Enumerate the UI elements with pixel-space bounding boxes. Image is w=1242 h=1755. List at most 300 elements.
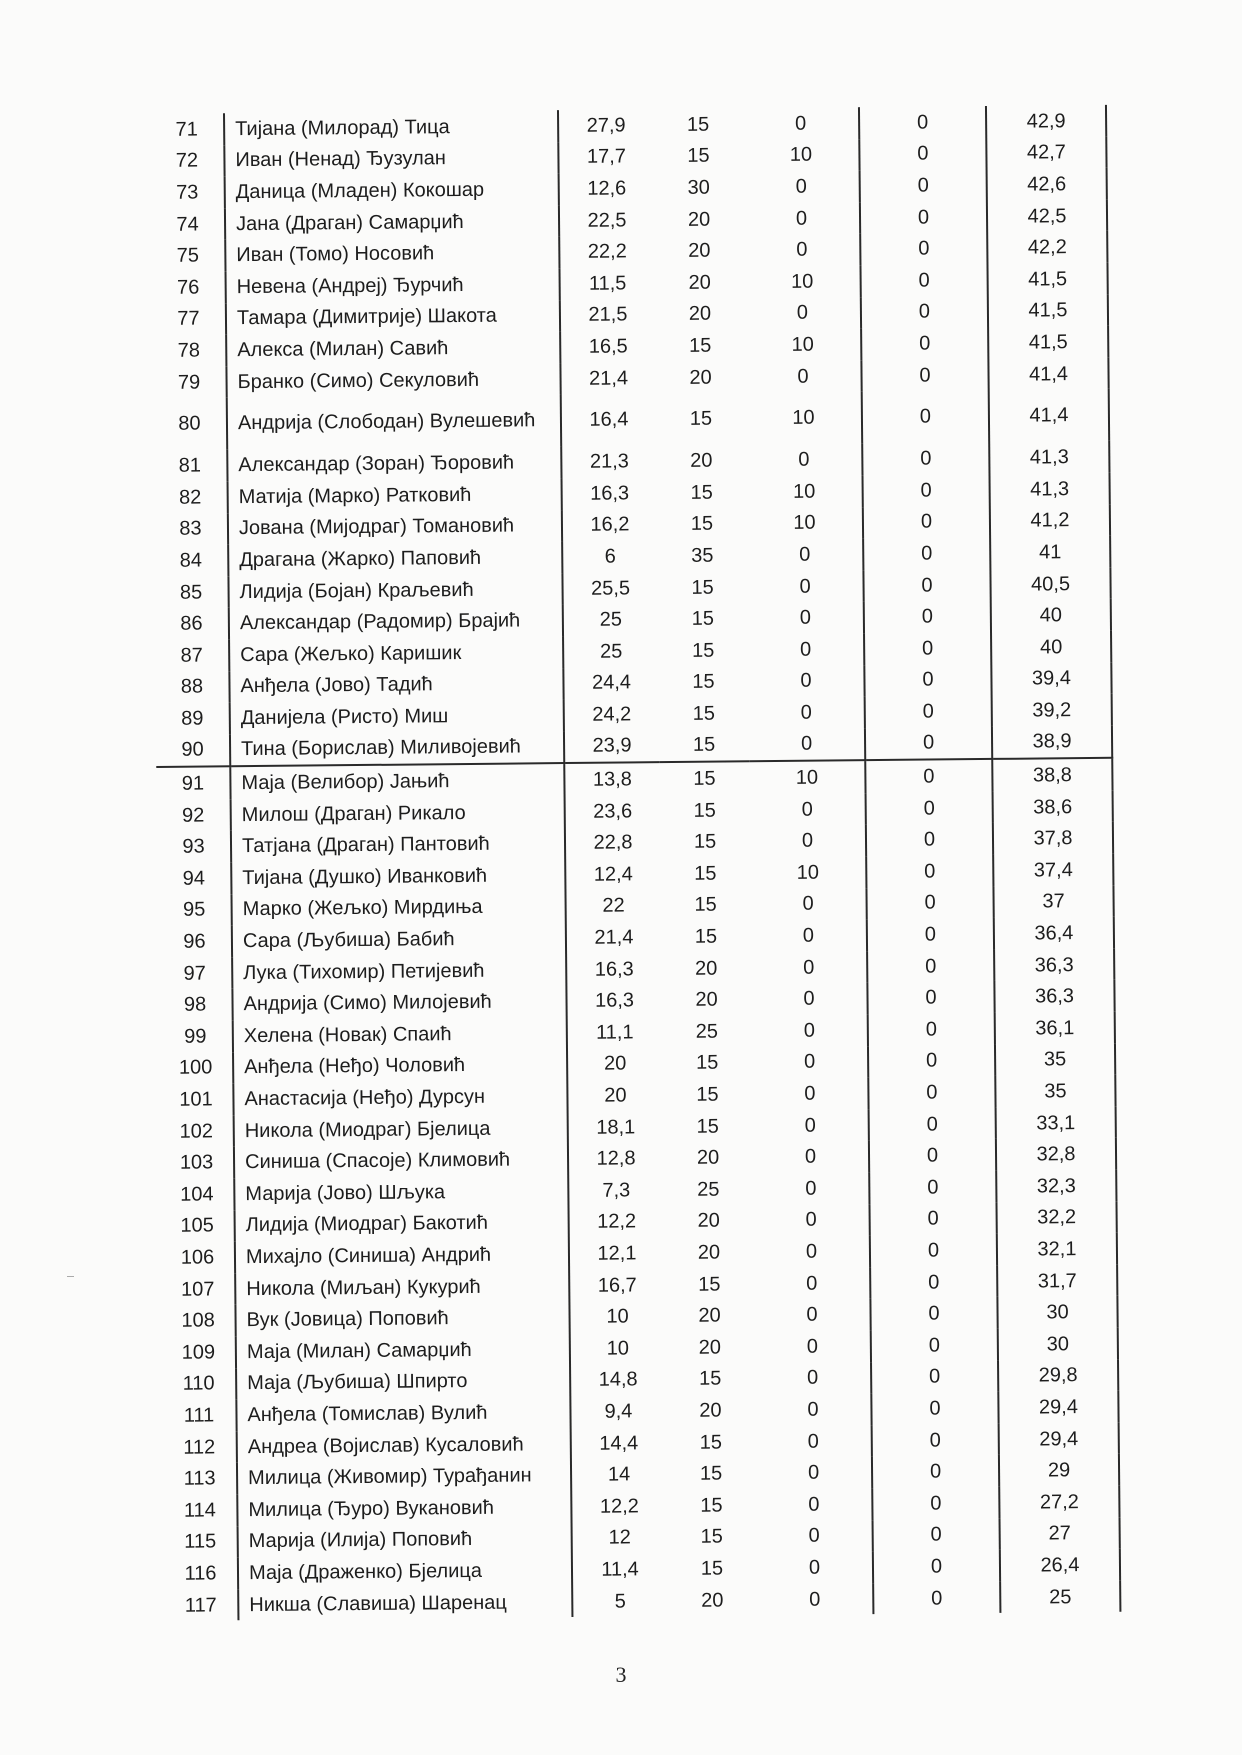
score-cell: 0 [859,106,986,139]
score-cell: 0 [862,474,989,507]
score-cell: 0 [751,951,867,984]
score-cell: 0 [872,1424,999,1457]
score-cell: 0 [750,793,866,826]
score-cell: 0 [757,1551,873,1584]
row-number: 104 [160,1178,234,1210]
candidate-name: Маја (Љубиша) Шпирто [236,1365,570,1400]
total-score: 37,8 [993,822,1113,855]
score-cell: 10 [746,392,862,445]
candidate-name: Александар (Зоран) Ђоровић [227,446,561,481]
score-cell: 0 [751,983,867,1016]
score-cell: 21,5 [560,299,655,332]
score-cell: 16,3 [566,953,661,986]
score-cell: 20 [687,208,711,231]
score-cell: 0 [872,1455,999,1488]
score-cell: 0 [873,1550,1000,1583]
score-cell: 22,8 [565,827,660,860]
candidate-name: Лидија (Миодраг) Бакотић [235,1207,569,1242]
score-cell: 0 [746,444,862,477]
total-score: 41,2 [990,504,1110,537]
row-number: 98 [158,989,232,1021]
candidate-name: Хелена (Новак) Спаић [233,1017,567,1052]
score-cell: 0 [862,442,989,475]
row-number: 110 [162,1368,236,1400]
row-number: 106 [161,1241,235,1273]
score-cell: 6 [562,540,657,573]
candidate-name: Никша (Славиша) Шаренац [238,1586,572,1621]
total-score: 32,1 [997,1233,1117,1266]
score-cell: 18,1 [568,1111,663,1144]
score-cell: 15 [690,481,713,504]
score-cell: 0 [863,505,990,538]
score-cell: 11,1 [567,1016,662,1049]
score-cell: 25,5 [562,572,657,605]
score-cell: 0 [757,1520,873,1553]
score-cell: 16,7 [569,1269,664,1302]
score-cell: 15 [694,862,717,885]
score-cell: 0 [870,1234,997,1267]
score-cell: 20 [695,988,718,1012]
row-number: 84 [154,544,228,576]
score-cell: 0 [757,1583,873,1616]
row-number: 94 [157,862,231,894]
score-cell: 0 [861,359,988,392]
scan-mark [67,1276,74,1277]
row-number: 102 [160,1115,234,1147]
total-score: 26,4 [1000,1549,1120,1582]
score-cell: 9,4 [570,1395,665,1428]
score-cell: 21,4 [560,362,655,395]
total-score: 32,2 [996,1201,1116,1234]
candidate-name: Иван (Томо) Носовић [225,236,559,271]
score-cell: 0 [871,1329,998,1362]
score-cell: 0 [753,1172,869,1205]
score-cell: 0 [860,232,987,265]
score-cell: 0 [745,297,861,330]
score-cell: 15 [659,729,749,762]
candidate-name: Данијела (Ристо) Миш [230,699,564,734]
score-cell: 20 [688,239,711,263]
score-cell: 20 [689,366,712,389]
total-score: 38,8 [992,758,1112,792]
total-score: 40 [991,599,1111,632]
score-cell: 20 [701,1589,724,1612]
score-cell: 0 [867,950,994,983]
candidate-name: Тина (Борислав) Миливојевић [230,731,564,767]
candidate-name: Вук (Јовица) Поповић [235,1301,569,1336]
total-score: 35 [995,1043,1115,1076]
score-cell: 0 [756,1488,872,1521]
total-score: 36,4 [994,917,1114,950]
score-cell: 0 [860,264,987,297]
total-score: 41,4 [988,358,1108,391]
row-number: 86 [155,608,229,640]
score-cell: 10 [569,1300,664,1333]
total-score: 32,8 [996,1138,1116,1171]
total-score: 39,4 [991,662,1111,695]
score-cell: 0 [756,1456,872,1489]
score-cell: 0 [866,792,993,825]
score-cell: 0 [863,537,990,570]
score-cell: 0 [864,663,991,696]
total-score: 41,3 [989,441,1109,474]
score-cell: 20 [697,1241,721,1264]
score-cell: 22,5 [559,204,654,237]
row-number: 93 [157,831,231,863]
results-table [150,105,1121,1621]
score-cell: 0 [751,919,867,952]
page-number: 3 [615,1662,627,1687]
candidate-name: Анђела (Нeђо) Чоловић [233,1049,567,1084]
score-cell: 14,4 [571,1427,666,1460]
total-score: 30 [998,1328,1118,1361]
score-cell: 20 [696,1146,720,1170]
score-cell: 0 [753,1109,869,1142]
row-number: 116 [164,1557,238,1589]
score-cell: 0 [873,1518,1000,1551]
score-cell: 12 [572,1522,667,1555]
total-score: 41,5 [987,263,1107,296]
score-cell: 16,4 [561,394,656,447]
row-number: 114 [163,1494,237,1526]
score-cell: 22,2 [559,236,654,269]
score-cell: 30 [687,176,710,199]
score-cell: 20 [697,1209,720,1233]
total-score: 25 [1000,1580,1120,1613]
row-number: 101 [159,1083,233,1115]
total-score: 29,4 [998,1391,1118,1424]
total-score: 42,6 [987,168,1107,201]
score-cell: 0 [750,825,866,858]
row-number: 95 [157,894,231,926]
score-cell: 0 [865,759,992,793]
score-cell: 14 [571,1458,666,1491]
candidate-name: Александар (Радомир) Брајић [229,604,563,639]
score-cell: 0 [869,1171,996,1204]
row-number: 88 [155,671,229,703]
total-score: 36,3 [994,980,1114,1013]
score-cell: 0 [748,665,864,698]
total-score: 36,3 [994,949,1114,982]
score-cell: 0 [754,1267,870,1300]
score-cell: 0 [863,569,990,602]
score-cell: 11,5 [559,267,654,300]
row-number: 117 [164,1589,238,1621]
candidate-name: Јована (Мијодраг) Томановић [228,510,562,545]
candidate-name: Марија (Илија) Поповић [238,1523,572,1558]
score-cell: 0 [861,327,988,360]
candidate-name: Алекса (Милан) Савић [226,331,560,366]
score-cell: 0 [872,1487,999,1520]
row-number: 92 [157,799,231,831]
row-number: 112 [163,1431,237,1463]
total-score: 41,4 [989,389,1109,442]
row-number: 75 [151,240,225,272]
total-score: 27 [1000,1517,1120,1550]
score-cell: 0 [756,1425,872,1458]
score-cell: 15 [696,1083,719,1106]
candidate-name: Милица (Ђуро) Вукановић [237,1491,571,1526]
candidate-name: Сара (Љубиша) Бабић [232,922,566,957]
score-cell: 27,9 [558,109,653,142]
total-score: 41,5 [988,326,1108,359]
total-score: 41,3 [989,473,1109,506]
total-score: 36,1 [995,1012,1115,1045]
row-number: 87 [155,639,229,671]
score-cell: 15 [686,113,710,136]
score-cell: 12,8 [568,1143,663,1176]
row-number: 113 [163,1463,237,1495]
candidate-name: Андреа (Војислав) Кусаловић [237,1428,571,1463]
candidate-name: Андрија (Слободан) Вулешевић [227,394,561,449]
score-cell: 0 [749,696,865,729]
candidate-name: Јана (Драган) Самарџић [225,205,559,240]
score-cell: 0 [860,169,987,202]
total-score: 31,7 [997,1265,1117,1298]
row-number: 105 [161,1210,235,1242]
score-cell: 15 [693,830,717,854]
score-cell: 15 [699,1462,723,1485]
score-cell: 0 [747,538,863,571]
score-cell: 20 [567,1079,662,1112]
row-number: 91 [156,767,230,800]
score-cell: 15 [687,145,710,168]
score-cell: 0 [873,1582,1000,1615]
score-cell: 0 [748,633,864,666]
candidate-name: Бранко (Симо) Секуловић [226,363,560,398]
row-number: 77 [152,303,226,335]
score-cell: 0 [754,1235,870,1268]
total-score: 41,5 [988,294,1108,327]
total-score: 40 [991,631,1111,664]
score-cell: 14,8 [570,1364,665,1397]
candidate-name: Драгана (Жарко) Паповић [228,541,562,576]
score-cell: 0 [865,695,992,728]
row-number: 71 [150,113,224,145]
row-number: 100 [159,1052,233,1084]
score-cell: 0 [869,1139,996,1172]
score-cell: 10 [747,475,863,508]
score-cell: 10 [749,760,865,794]
score-cell: 15 [689,334,712,357]
total-score: 42,7 [986,136,1106,169]
score-cell: 15 [689,407,713,431]
candidate-name: Матија (Марко) Ратковић [228,478,562,513]
score-cell: 0 [866,823,993,856]
score-cell: 10 [747,507,863,540]
score-cell: 0 [867,918,994,951]
score-cell: 23,6 [565,795,660,828]
row-number: 72 [150,145,224,177]
candidate-name: Анђела (Томислав) Вулић [236,1396,570,1431]
score-cell: 11,4 [572,1553,667,1586]
score-cell: 15 [691,607,715,630]
score-cell: 0 [862,390,989,443]
candidate-name: Анђела (Јово) Тадић [229,668,563,703]
score-cell: 15 [693,799,716,822]
score-cell: 15 [691,639,715,662]
score-cell: 0 [744,234,860,267]
score-cell: 17,7 [558,141,653,174]
row-number: 109 [162,1336,236,1368]
total-score: 27,2 [999,1486,1119,1519]
row-number: 78 [152,334,226,366]
score-cell: 10 [743,139,859,172]
row-number: 107 [161,1273,235,1305]
candidate-name: Андрија (Симо) Милојевић [232,985,566,1020]
score-cell: 20 [699,1399,722,1422]
row-number: 96 [158,926,232,958]
total-score: 29 [999,1454,1119,1487]
score-cell: 24,2 [564,698,659,731]
score-cell: 0 [755,1362,871,1395]
candidate-name: Лука (Тихомир) Петијевић [232,954,566,989]
score-cell: 15 [696,1115,719,1138]
score-cell: 16,5 [560,330,655,363]
candidate-name: Синиша (Спасоје) Климовић [234,1143,568,1178]
score-cell: 0 [869,1108,996,1141]
candidate-name: Тијана (Милорад) Тица [224,110,558,145]
score-cell: 21,3 [561,445,656,478]
score-cell: 12,1 [569,1237,664,1270]
score-cell: 0 [871,1392,998,1425]
candidate-name: Никола (Миљан) Кукурић [235,1270,569,1305]
row-number: 103 [160,1147,234,1179]
score-cell: 10 [750,856,866,889]
score-cell: 0 [868,1013,995,1046]
score-cell: 25 [697,1178,720,1201]
score-cell: 0 [866,855,993,888]
score-cell: 15 [691,576,714,599]
score-cell: 0 [752,1077,868,1110]
candidate-name: Иван (Ненад) Ђузулан [224,142,558,177]
total-score: 41 [990,536,1110,569]
candidate-name: Марко (Жељко) Мирдиња [231,891,565,926]
total-score: 42,9 [986,105,1106,138]
candidate-name: Маја (Велибор) Јањић [230,763,564,799]
score-cell: 15 [692,702,716,725]
score-cell: 0 [859,138,986,171]
score-cell: 15 [700,1525,723,1549]
score-cell: 21,4 [566,921,661,954]
row-number: 89 [156,702,230,734]
score-cell: 0 [870,1266,997,1299]
score-cell: 12,2 [571,1490,666,1523]
total-score: 33,1 [996,1107,1116,1140]
score-cell: 25 [563,603,658,636]
row-number: 115 [164,1526,238,1558]
row-number: 111 [162,1399,236,1431]
candidate-name: Анастасија (Нeђо) Дурсун [233,1080,567,1115]
total-score: 29,8 [998,1359,1118,1392]
total-score: 32,3 [996,1170,1116,1203]
candidate-name: Милош (Драган) Рикало [231,796,565,831]
row-number: 76 [152,271,226,303]
score-cell: 15 [694,894,717,917]
score-cell: 15 [700,1557,724,1580]
score-cell: 0 [754,1299,870,1332]
score-cell: 15 [692,670,715,694]
score-cell: 0 [745,360,861,393]
score-cell: 0 [861,296,988,329]
score-cell: 16,2 [562,509,657,542]
score-cell: 0 [750,888,866,921]
score-cell: 10 [570,1332,665,1365]
candidate-name: Даница (Младен) Кокошар [225,173,559,208]
candidate-name: Сара (Жељко) Каришик [229,636,563,671]
candidate-name: Маја (Милан) Самарџић [236,1333,570,1368]
row-number: 85 [154,576,228,608]
score-cell: 20 [690,449,713,472]
score-cell: 23,9 [564,730,659,764]
score-cell: 20 [688,302,712,326]
score-cell: 12,4 [565,858,660,891]
total-score: 42,5 [987,200,1107,233]
score-cell: 35 [691,544,714,567]
candidate-name: Марија (Јово) Шљука [234,1175,568,1210]
results-table-body [150,105,1120,1621]
candidate-name: Никола (Миодраг) Бјелица [234,1112,568,1147]
score-cell: 0 [864,600,991,633]
score-cell: 5 [572,1585,667,1618]
score-cell: 16,3 [562,477,657,510]
score-cell: 12,2 [569,1206,664,1239]
score-cell: 20 [694,957,718,980]
score-cell: 20 [698,1304,721,1327]
score-cell: 0 [860,201,987,234]
candidate-name: Невена (Андреј) Ђурчић [226,268,560,303]
score-cell: 7,3 [568,1174,663,1207]
score-cell: 15 [693,767,716,790]
score-cell: 0 [868,1076,995,1109]
score-cell: 20 [698,1336,722,1359]
score-cell: 15 [695,1052,719,1075]
score-cell: 15 [699,1431,723,1454]
score-cell: 0 [747,570,863,603]
score-cell: 0 [869,1203,996,1236]
candidate-name: Тамара (Димитрије) Шакота [226,300,560,335]
score-cell: 0 [752,1046,868,1079]
row-number: 74 [151,208,225,240]
row-number: 82 [154,481,228,513]
score-cell: 15 [698,1273,721,1296]
candidate-name: Михајло (Синиша) Андрић [235,1238,569,1273]
score-cell: 22 [565,890,660,923]
total-score: 39,2 [992,694,1112,727]
score-cell: 0 [868,1045,995,1078]
score-cell: 15 [694,925,718,948]
score-cell: 0 [753,1141,869,1174]
score-cell: 25 [695,1020,719,1043]
score-cell: 10 [744,265,860,298]
score-cell: 0 [755,1393,871,1426]
row-number: 108 [161,1305,235,1337]
row-number: 99 [159,1020,233,1052]
score-cell: 0 [866,887,993,920]
total-score: 42,2 [987,231,1107,264]
total-score: 30 [997,1296,1117,1329]
score-cell: 0 [867,981,994,1014]
score-cell: 0 [864,632,991,665]
score-cell: 0 [743,107,859,140]
score-cell: 15 [698,1367,722,1391]
score-cell: 12,6 [559,172,654,205]
candidate-name: Тијана (Душко) Иванковић [231,859,565,894]
score-cell: 16,3 [566,985,661,1018]
candidate-name: Татјана (Драган) Пантовић [231,828,565,863]
score-cell: 0 [753,1204,869,1237]
score-cell: 10 [745,328,861,361]
